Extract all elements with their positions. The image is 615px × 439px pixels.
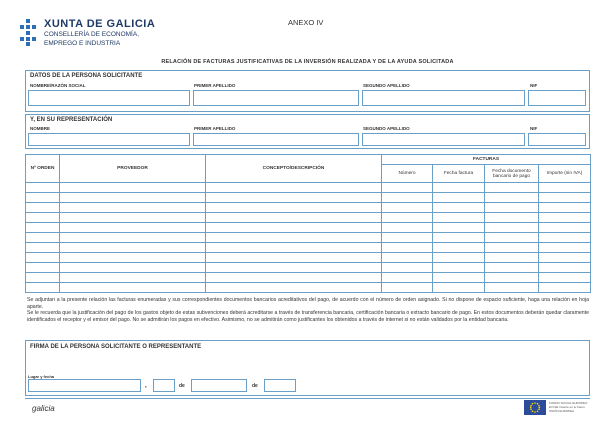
eu-flag-icon xyxy=(524,400,546,415)
table-cell[interactable] xyxy=(485,253,539,263)
table-cell[interactable] xyxy=(485,263,539,273)
table-cell[interactable] xyxy=(206,203,382,213)
table-cell[interactable] xyxy=(60,283,206,293)
applicant-surname1-field[interactable] xyxy=(193,90,359,106)
table-cell[interactable] xyxy=(60,193,206,203)
col-order-header: Nº ORDEN xyxy=(26,155,60,183)
table-cell[interactable] xyxy=(26,233,60,243)
table-cell[interactable] xyxy=(206,283,382,293)
applicant-nif-field[interactable] xyxy=(528,90,586,106)
invoices-table-body xyxy=(26,183,591,293)
table-cell[interactable] xyxy=(206,183,382,193)
table-cell[interactable] xyxy=(433,283,485,293)
table-row xyxy=(26,203,591,213)
day-field[interactable] xyxy=(153,379,175,392)
table-cell[interactable] xyxy=(382,233,433,243)
table-cell[interactable] xyxy=(206,193,382,203)
table-cell[interactable] xyxy=(485,233,539,243)
table-cell[interactable] xyxy=(60,203,206,213)
table-cell[interactable] xyxy=(539,233,591,243)
table-cell[interactable] xyxy=(433,183,485,193)
representative-surname2-field[interactable] xyxy=(362,133,525,146)
table-cell[interactable] xyxy=(382,273,433,283)
table-row xyxy=(26,233,591,243)
table-cell[interactable] xyxy=(485,213,539,223)
table-cell[interactable] xyxy=(433,213,485,223)
year-field[interactable] xyxy=(264,379,296,392)
table-cell[interactable] xyxy=(433,253,485,263)
representative-section xyxy=(25,114,590,149)
applicant-section xyxy=(25,70,590,112)
de-separator-1: de xyxy=(179,383,185,389)
table-cell[interactable] xyxy=(433,193,485,203)
eu-line-2: El FSE invierte en tu futuro xyxy=(549,405,585,409)
table-row xyxy=(26,223,591,233)
table-cell[interactable] xyxy=(382,223,433,233)
table-cell[interactable] xyxy=(26,283,60,293)
table-cell[interactable] xyxy=(382,203,433,213)
table-cell[interactable] xyxy=(539,183,591,193)
table-cell[interactable] xyxy=(206,253,382,263)
note-paragraph-2: Se le recuerda que la justificación del pago de los gastos objeto de estas subvenciones deberá acreditarse a través de transferencia bancaria, certificación bancaria o extracto bancario de pago. En estos documentos deberán quedar claramente identificados el receptor y el emisor del pago. No se admitirán los pagos en efectivo. Asimismo, no se admitirán como justificantes los obtenidos a través de internet si no están validados por la entidad bancaria. xyxy=(27,310,589,323)
table-cell[interactable] xyxy=(206,273,382,283)
table-cell[interactable] xyxy=(26,263,60,273)
table-cell[interactable] xyxy=(539,283,591,293)
table-cell[interactable] xyxy=(382,193,433,203)
table-cell[interactable] xyxy=(433,263,485,273)
table-row xyxy=(26,273,591,283)
table-cell[interactable] xyxy=(60,243,206,253)
table-cell[interactable] xyxy=(539,213,591,223)
table-cell[interactable] xyxy=(485,203,539,213)
logo-subtitle-1: CONSELLERÍA DE ECONOMÍA, xyxy=(44,31,139,38)
logo-text xyxy=(44,18,155,48)
table-cell[interactable] xyxy=(206,263,382,273)
document-title: RELACIÓN DE FACTURAS JUSTIFICATIVAS DE LA INVERSIÓN REALIZADA Y DE LA AYUDA SOLICITADA xyxy=(161,59,454,65)
table-cell[interactable] xyxy=(26,273,60,283)
table-cell[interactable] xyxy=(485,193,539,203)
table-cell[interactable] xyxy=(433,223,485,233)
table-cell[interactable] xyxy=(433,243,485,253)
col-date-header: Fecha factura xyxy=(433,165,485,183)
table-cell[interactable] xyxy=(60,183,206,193)
table-cell[interactable] xyxy=(485,183,539,193)
table-cell[interactable] xyxy=(382,253,433,263)
table-cell[interactable] xyxy=(60,223,206,233)
signature-section xyxy=(25,340,590,396)
eu-line-3: UNIÓN EUROPEA xyxy=(549,409,575,413)
table-cell[interactable] xyxy=(433,273,485,283)
galicia-logo: galicia xyxy=(32,404,55,413)
table-cell[interactable] xyxy=(60,233,206,243)
invoices-table xyxy=(25,154,591,293)
table-row xyxy=(26,263,591,273)
footer-divider xyxy=(25,398,590,399)
col-concept-header: CONCEPTO/DESCRIPCIÓN xyxy=(206,155,382,183)
comma-separator: , xyxy=(145,383,147,389)
table-row xyxy=(26,193,591,203)
note-paragraph-1: Se adjuntan a la presente relación las facturas enumeradas y sus correspondientes documentos bancarios acreditativos del pago, de acuerdo con el número de orden asignado. Si no dispone de espacio suficiente, haga una relación en hoja aparte. xyxy=(27,297,589,310)
month-field[interactable] xyxy=(191,379,247,392)
representative-surname2-label: SEGUNDO APELLIDO xyxy=(363,126,410,131)
table-row xyxy=(26,183,591,193)
table-cell[interactable] xyxy=(485,283,539,293)
representative-nif-label: NIF xyxy=(530,126,538,131)
table-cell[interactable] xyxy=(60,263,206,273)
signature-section-title: FIRMA DE LA PERSONA SOLICITANTE O REPRESENTANTE xyxy=(30,344,202,350)
col-amount-header: Importe (sin IVA) xyxy=(539,165,591,183)
table-cell[interactable] xyxy=(485,243,539,253)
table-cell[interactable] xyxy=(539,273,591,283)
table-cell[interactable] xyxy=(60,273,206,283)
table-cell[interactable] xyxy=(206,213,382,223)
eu-line-1: FONDO SOCIAL EUROPEO xyxy=(549,401,588,405)
table-row xyxy=(26,243,591,253)
de-separator-2: de xyxy=(252,383,258,389)
table-cell[interactable] xyxy=(206,243,382,253)
applicant-section-title: DATOS DE LA PERSONA SOLICITANTE xyxy=(30,73,143,79)
logo-title: XUNTA DE GALICIA xyxy=(44,18,156,30)
logo-subtitle-2: EMPREGO E INDUSTRIA xyxy=(44,40,121,47)
table-cell[interactable] xyxy=(382,243,433,253)
applicant-nif-label: NIF xyxy=(530,83,538,88)
table-cell[interactable] xyxy=(485,223,539,233)
table-cell[interactable] xyxy=(485,273,539,283)
col-provider-header: PROVEEDOR xyxy=(60,155,206,183)
representative-surname1-field[interactable] xyxy=(193,133,359,146)
table-cell[interactable] xyxy=(60,213,206,223)
table-cell[interactable] xyxy=(26,213,60,223)
applicant-surname2-field[interactable] xyxy=(362,90,525,106)
representative-section-title: Y, EN SU REPRESENTACIÓN xyxy=(30,117,113,123)
page-header xyxy=(18,14,598,54)
table-cell[interactable] xyxy=(26,203,60,213)
applicant-surname2-label: SEGUNDO APELLIDO xyxy=(363,83,410,88)
eu-fund-text xyxy=(549,401,591,413)
table-cell[interactable] xyxy=(382,213,433,223)
table-cell[interactable] xyxy=(539,193,591,203)
table-cell[interactable] xyxy=(206,223,382,233)
col-number-header: Número xyxy=(382,165,433,183)
applicant-name-field[interactable] xyxy=(28,90,190,106)
table-cell[interactable] xyxy=(539,243,591,253)
representative-name-label: NOMBRE xyxy=(30,126,50,131)
place-field[interactable] xyxy=(28,379,141,392)
place-date-label: Lugar y fecha xyxy=(28,374,55,379)
annex-label: ANEXO IV xyxy=(288,18,324,27)
representative-nif-field[interactable] xyxy=(528,133,586,146)
table-cell[interactable] xyxy=(206,233,382,243)
table-cell[interactable] xyxy=(539,223,591,233)
legal-notes xyxy=(27,297,589,323)
representative-surname1-label: PRIMER APELLIDO xyxy=(194,126,236,131)
table-row xyxy=(26,253,591,263)
applicant-surname1-label: PRIMER APELLIDO xyxy=(194,83,236,88)
table-cell[interactable] xyxy=(26,183,60,193)
table-cell[interactable] xyxy=(382,263,433,273)
table-row xyxy=(26,213,591,223)
table-cell[interactable] xyxy=(433,233,485,243)
invoices-group-header: FACTURAS xyxy=(382,155,591,165)
table-cell[interactable] xyxy=(539,263,591,273)
table-cell[interactable] xyxy=(382,283,433,293)
col-bank-date-header: Fecha documento bancario de pago xyxy=(485,165,539,183)
table-cell[interactable] xyxy=(433,203,485,213)
table-cell[interactable] xyxy=(382,183,433,193)
table-cell[interactable] xyxy=(26,253,60,263)
xunta-cross-icon xyxy=(18,18,38,46)
table-cell[interactable] xyxy=(26,243,60,253)
table-cell[interactable] xyxy=(26,193,60,203)
applicant-name-label: NOMBRE/RAZÓN SOCIAL xyxy=(30,83,86,88)
table-cell[interactable] xyxy=(539,203,591,213)
table-row xyxy=(26,283,591,293)
representative-name-field[interactable] xyxy=(28,133,190,146)
table-cell[interactable] xyxy=(539,253,591,263)
table-cell[interactable] xyxy=(60,253,206,263)
table-cell[interactable] xyxy=(26,223,60,233)
